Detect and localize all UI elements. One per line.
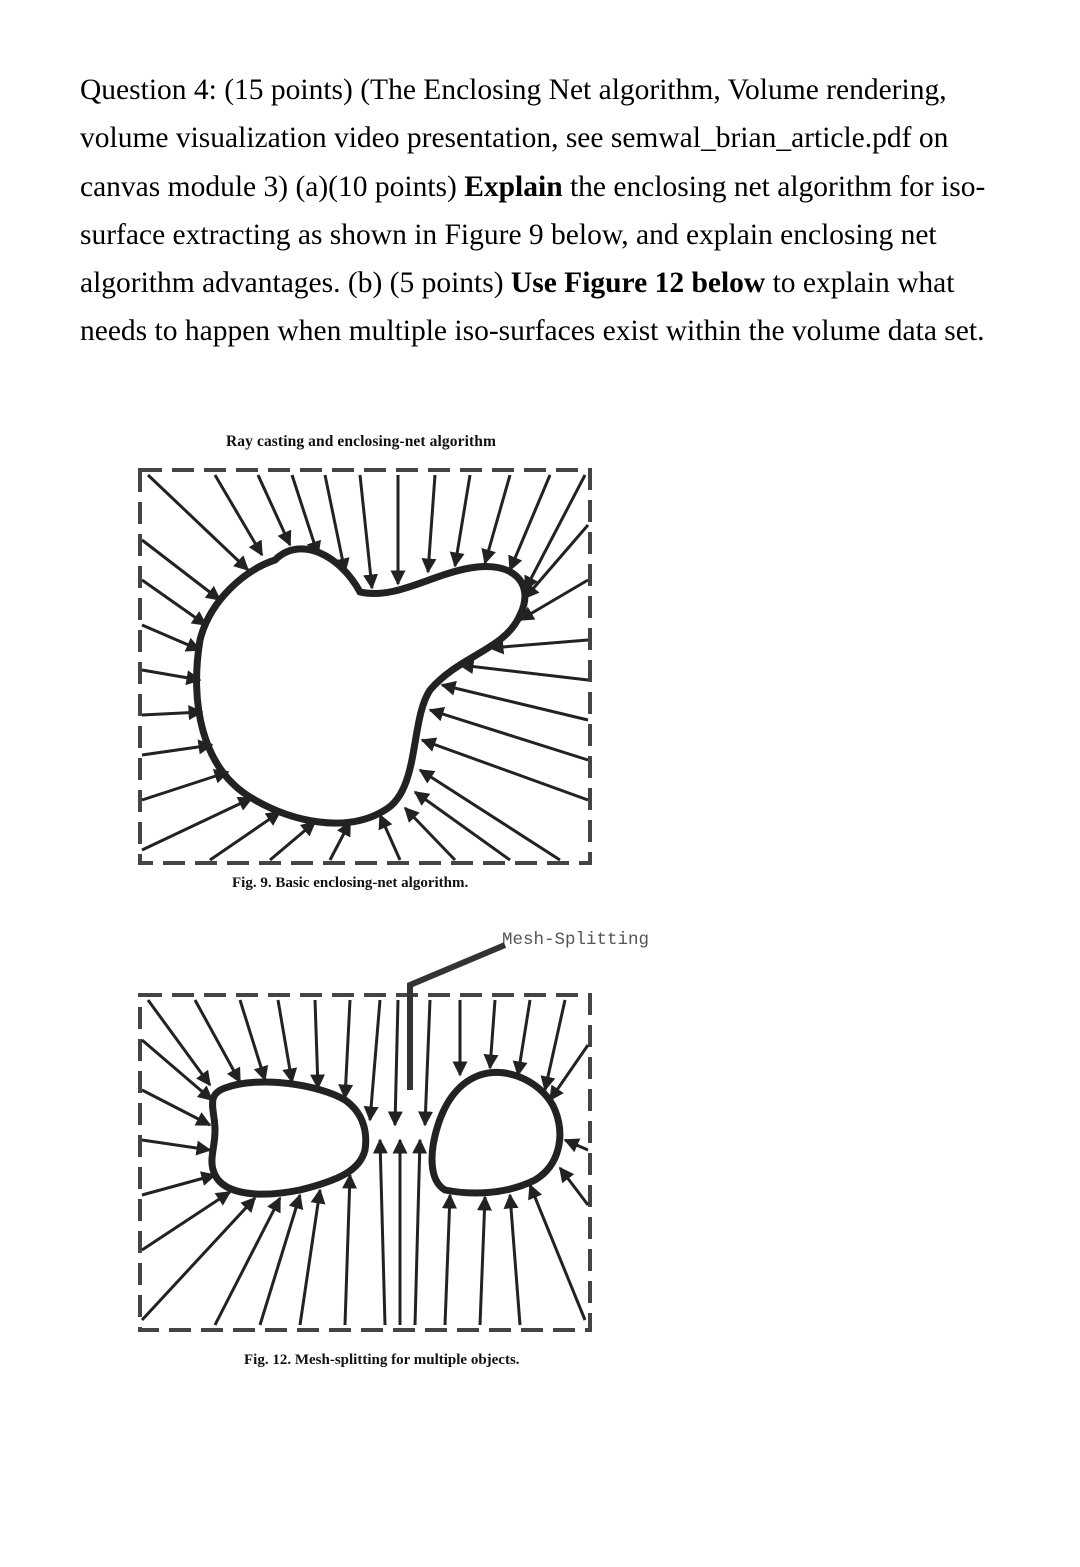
part-a-text: the enclosing net algorithm for iso-surface extracting as shown in Figure 9 below, and explain enclosing net algorithm advantages. (b) (5 points)	[80, 170, 986, 300]
figure9-caption	[232, 875, 468, 892]
use-figure-emphasis: Use Figure 12 below	[510, 267, 766, 300]
figure9-isosurface-blob	[197, 549, 525, 823]
question-heading: Question 4: (15 points) (The Enclosing Net algorithm, Volume rendering, volume visualization video presentation, see semwal_brian_article.pdf on canvas module 3) (a)(10 points)	[80, 74, 949, 203]
figure9-caption-label: Fig. 9.	[232, 875, 272, 891]
figure9-diagram	[0, 460, 1080, 875]
explain-emphasis: Explain	[464, 170, 563, 203]
figure9-caption-text: Basic enclosing-net algorithm.	[275, 875, 469, 891]
figure12-diagram	[0, 940, 1080, 1340]
figure12-left-object	[212, 1082, 366, 1194]
figure12-caption-label: Fig. 12.	[244, 1352, 292, 1368]
question-text	[80, 66, 1010, 356]
figure9-title: Ray casting and enclosing-net algorithm	[226, 433, 496, 450]
figure12-caption-text: Mesh-splitting for multiple objects.	[294, 1352, 520, 1368]
figure12-caption	[244, 1352, 520, 1369]
mesh-splitting-pointer	[410, 945, 505, 1090]
figure12-right-object	[432, 1072, 560, 1193]
mesh-splitting-label: Mesh-Splitting	[502, 930, 650, 950]
part-b-text: to explain what needs to happen when multiple iso-surfaces exist within the volume data set.	[80, 267, 985, 348]
